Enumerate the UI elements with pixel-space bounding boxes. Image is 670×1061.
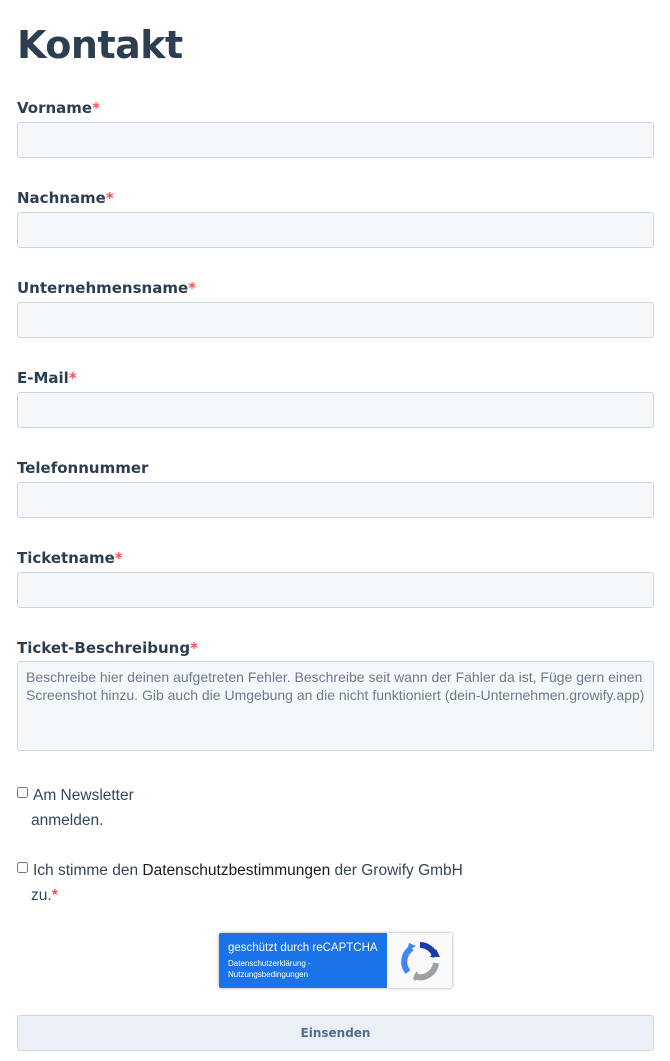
recaptcha-title: geschützt durch reCAPTCHA (228, 942, 378, 954)
newsletter-option (17, 784, 517, 834)
privacy-line2-text: zu. (31, 887, 52, 904)
privacy-label-line2 (31, 884, 58, 908)
nachname-label-text: Nachname (17, 189, 106, 207)
ticketname-input[interactable] (17, 572, 654, 608)
required-marker: * (188, 279, 197, 297)
ticket-beschreibung-textarea[interactable] (17, 661, 654, 751)
privacy-label-line1 (33, 859, 463, 883)
unternehmensname-input[interactable] (17, 302, 654, 338)
newsletter-label-line1: Am Newsletter (33, 787, 134, 804)
vorname-label-text: Vorname (17, 99, 93, 117)
vorname-label (17, 98, 100, 118)
ticketname-label-text: Ticketname (17, 549, 115, 567)
nachname-input[interactable] (17, 212, 654, 248)
email-label (17, 368, 77, 388)
ticketname-label (17, 548, 123, 568)
newsletter-label-line2: anmelden. (31, 812, 104, 829)
newsletter-checkbox[interactable] (17, 787, 28, 798)
nachname-label (17, 188, 114, 208)
recaptcha-text-panel (219, 933, 387, 988)
privacy-policy-link[interactable]: Datenschutzbestimmungen (142, 862, 331, 879)
submit-button[interactable]: Einsenden (17, 1015, 654, 1051)
required-marker: * (68, 369, 77, 387)
telefonnummer-label (17, 458, 148, 478)
recaptcha-logo-icon (400, 941, 440, 981)
required-marker: * (51, 887, 58, 904)
ticket-beschreibung-label (17, 638, 198, 658)
recaptcha-terms-link[interactable]: Nutzungsbedingungen (228, 970, 309, 979)
privacy-checkbox[interactable] (17, 862, 28, 873)
privacy-suffix: der Growify GmbH (330, 862, 463, 879)
email-label-text: E-Mail (17, 369, 69, 387)
unternehmensname-label (17, 278, 196, 298)
required-marker: * (114, 549, 123, 567)
required-marker: * (92, 99, 100, 117)
recaptcha-privacy-link[interactable]: Datenschutzerklärung - (228, 959, 311, 968)
required-marker: * (105, 189, 114, 207)
vorname-input[interactable] (17, 122, 654, 158)
telefonnummer-label-text: Telefonnummer (17, 459, 149, 477)
recaptcha-badge[interactable] (219, 933, 452, 988)
required-marker: * (190, 639, 198, 657)
privacy-option (17, 859, 517, 909)
recaptcha-links (228, 958, 311, 980)
unternehmensname-label-text: Unternehmensname (17, 279, 189, 297)
page-title: Kontakt (17, 23, 183, 67)
telefonnummer-input[interactable] (17, 482, 654, 518)
privacy-prefix: Ich stimme den (33, 862, 143, 879)
ticket-beschreibung-label-text: Ticket-Beschreibung (17, 639, 191, 657)
email-input[interactable] (17, 392, 654, 428)
